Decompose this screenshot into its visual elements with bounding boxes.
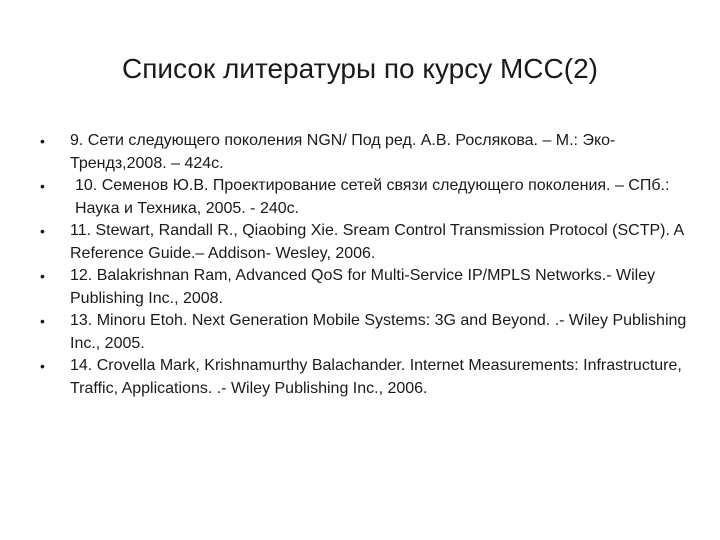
list-item	[40, 355, 690, 400]
list-item	[40, 310, 690, 355]
reference-text: 13. Minoru Etoh. Next Generation Mobile Systems: 3G and Beyond. .- Wiley Publishing Inc., 2005.	[70, 312, 687, 352]
list-item	[40, 175, 690, 220]
bullet-icon: •	[40, 358, 45, 374]
list-item	[40, 265, 690, 310]
reference-text: 11. Stewart, Randall R., Qiaobing Xie. Sream Control Transmission Protocol (SCTP). A Reference Guide.– Addison- Wesley, 2006.	[70, 222, 684, 262]
bullet-icon: •	[40, 268, 45, 284]
reference-text: 12. Balakrishnan Ram, Advanced QoS for Multi-Service IP/MPLS Networks.- Wiley Publishing Inc., 2008.	[70, 267, 656, 307]
reference-list	[40, 130, 690, 400]
list-item	[40, 130, 690, 175]
bullet-icon: •	[40, 313, 45, 329]
list-item	[40, 220, 690, 265]
reference-text: 14. Crovella Mark, Krishnamurthy Balachander. Internet Measurements: Infrastructure, Traffic, Applications. .- Wiley Publishing Inc., 2006.	[70, 357, 682, 397]
slide-title: Список литературы по курсу МСС(2)	[122, 53, 598, 84]
bullet-icon: •	[40, 178, 45, 194]
bullet-icon: •	[40, 223, 45, 239]
reference-text: 10. Семенов Ю.В. Проектирование сетей связи следующего поколения. – СПб.: Наука и Техника, 2005. - 240с.	[75, 177, 670, 217]
bullet-icon: •	[40, 133, 45, 149]
reference-text: 9. Сети следующего поколения NGN/ Под ред. А.В. Рослякова. – М.: Эко-Трендз,2008. – 424с.	[70, 132, 616, 172]
